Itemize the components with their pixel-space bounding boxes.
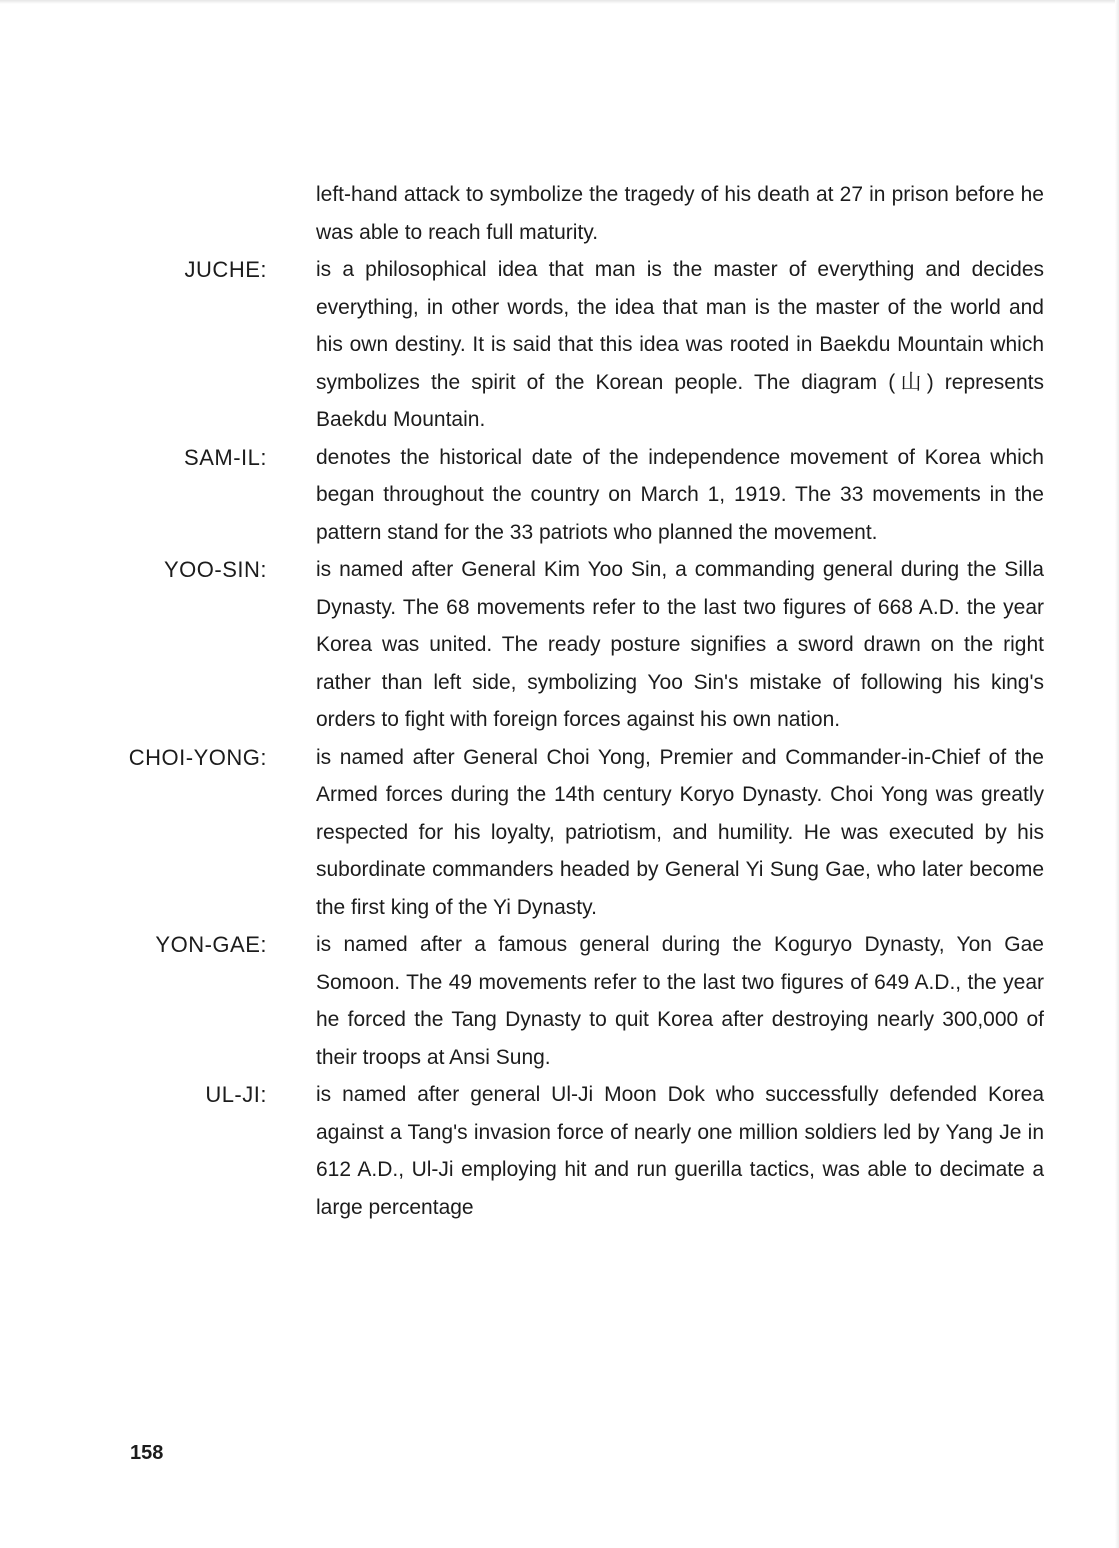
continuation-entry [0,176,1119,251]
definition-text: is a philosophical idea that man is the master of everything and decides everything, in other words, the idea that man is the master of the world and his own destiny. It is said that this idea was rooted in Baekdu Mountain which symbolizes the spirit of the Korean people. The diagram (山) represents Baekdu Mountain. [316,258,1044,431]
definition-text: is named after a famous general during the Koguryo Dynasty, Yon Gae Somoon. The 49 movements refer to the last two figures of 649 A.D., the year he forced the Tang Dynasty to quit Korea after destroying nearly 300,000 of their troops at Ansi Sung. [316,933,1044,1069]
page-top-edge [0,0,1119,4]
entry-choi-yong [0,739,1119,927]
definition-text: denotes the historical date of the independence movement of Korea which began throughout the country on March 1, 1919. The 33 movements in the pattern stand for the 33 patriots who planned the movement. [316,445,1044,544]
term-label: YOO-SIN: [163,557,267,582]
definition-text: is named after General Choi Yong, Premier and Commander-in-Chief of the Armed forces during the 14th century Koryo Dynasty. Choi Yong was greatly respected for his loyalty, patriotism, and humility. He was executed by his subordinate commanders headed by General Yi Sung Gae, who later become the first king of the Yi Dynasty. [316,745,1044,919]
pattern-definitions [0,176,1119,1226]
entry-yoo-sin [0,551,1119,739]
term-label: SAM-IL: [184,444,267,470]
term-label: CHOI-YONG: [128,744,267,770]
entry-ul-ji [0,1076,1119,1226]
entry-yon-gae [0,926,1119,1076]
definition-text: is named after General Kim Yoo Sin, a commanding general during the Silla Dynasty. The 68 movements refer to the last two figures of 668 A.D. the year Korea was united. The ready posture signifies a sword drawn on the right rather than left side, symbolizing Yoo Sin's mistake of following his king's orders to fight with foreign forces against his own nation. [316,558,1044,731]
page-number: 158 [130,1442,164,1464]
term-label: JUCHE: [184,257,267,282]
entry-sam-il [0,439,1119,552]
entry-juche [0,251,1119,439]
continuation-text: left-hand attack to symbolize the tragedy of his death at 27 in prison before he was able to reach full maturity. [316,183,1044,244]
term-label: YON-GAE: [155,932,267,957]
term-label: UL-JI: [205,1082,267,1107]
definition-text: is named after general Ul-Ji Moon Dok who successfully defended Korea against a Tang's invasion force of nearly one million soldiers led by Yang Je in 612 A.D., Ul-Ji employing hit and run guerilla tactics, was able to decimate a large percentage [316,1083,1044,1219]
